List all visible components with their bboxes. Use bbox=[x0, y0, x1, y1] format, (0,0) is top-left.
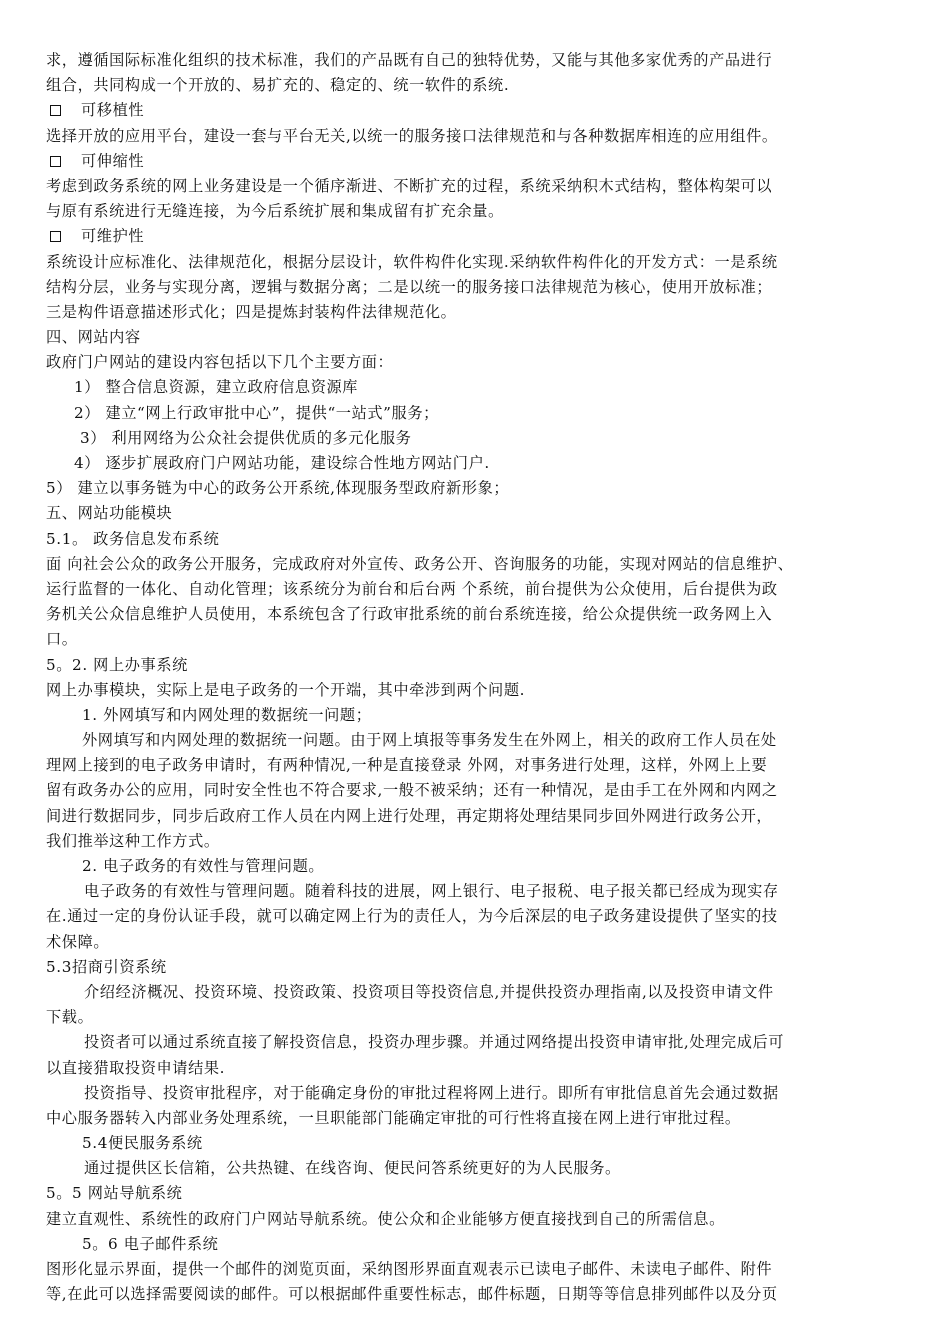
list-item: 2） 建立“网上行政审批中心”，提供“一站式”服务； bbox=[74, 403, 439, 422]
document-page bbox=[46, 48, 912, 1307]
text-line: 外网填写和内网处理的数据统一问题。由于网上填报等事务发生在外网上，相关的政府工作人员在处 bbox=[82, 731, 777, 750]
text-line: 投资者可以通过系统直接了解投资信息，投资办理步骤。并通过网络提出投资申请审批,处理完成后可 bbox=[84, 1033, 785, 1052]
text-line: 选择开放的应用平台，建设一套与平台无关,以统一的服务接口法律规范和与各种数据库相连的应用组件。 bbox=[46, 126, 778, 145]
checkbox-icon bbox=[50, 231, 61, 242]
text-line: 图形化显示界面，提供一个邮件的浏览页面，采纳图形界面直观表示已读电子邮件、未读电子邮件、附件 bbox=[46, 1260, 773, 1278]
numbered-heading: 2. 电子政务的有效性与管理问题。 bbox=[82, 857, 325, 875]
list-item: 3） 利用网络为公众社会提供优质的多元化服务 bbox=[80, 428, 412, 447]
text-line: 下载。 bbox=[46, 1008, 94, 1027]
subsection-heading: 5。6 电子邮件系统 bbox=[82, 1234, 219, 1253]
checkbox-icon bbox=[50, 105, 61, 116]
text-line: 务机关公众信息维护人员使用，本系统包含了行政审批系统的前台系统连接，给公众提供统一政务网上入 bbox=[46, 605, 773, 624]
heading-label: 可移植性 bbox=[81, 101, 145, 120]
text-line: 网上办事模块，实际上是电子政务的一个开端，其中牵涉到两个问题. bbox=[46, 680, 526, 699]
section-heading: 四、网站内容 bbox=[46, 328, 141, 347]
subsection-heading: 5.3招商引资系统 bbox=[46, 957, 167, 976]
text-line: 三是构件语意描述形式化；四是提炼封装构件法律规范化。 bbox=[46, 302, 457, 321]
list-item: 5） 建立以事务链为中心的政务公开系统,体现服务型政府新形象； bbox=[46, 479, 510, 498]
heading-label: 可伸缩性 bbox=[81, 151, 145, 170]
portability-heading bbox=[46, 98, 912, 123]
subsection-heading: 5。5 网站导航系统 bbox=[46, 1184, 183, 1203]
text-line: 间进行数据同步，同步后政府工作人员在内网上进行处理，再定期将处理结果同步回外网进行政务公开， bbox=[46, 806, 773, 825]
heading-label: 可维护性 bbox=[81, 227, 145, 246]
list-item: 4） 逐步扩展政府门户网站功能，建设综合性地方网站门户. bbox=[74, 454, 490, 472]
text-line: 求，遵循国际标准化组织的技术标准，我们的产品既有自己的独特优势，又能与其他多家优秀的产品进行 bbox=[46, 51, 773, 69]
text-line: 术保障。 bbox=[46, 932, 110, 951]
text-line: 以直接猎取投资申请结果. bbox=[46, 1058, 226, 1077]
text-line: 政府门户网站的建设内容包括以下几个主要方面： bbox=[46, 353, 394, 372]
text-line: 结构分层，业务与实现分离，逻辑与数据分离；二是以统一的服务接口法律规范为核心，使用开放标准； bbox=[46, 277, 773, 296]
text-line: 面 向社会公众的政务公开服务，完成政府对外宣传、政务公开、咨询服务的功能，实现对网站的信息维护、 bbox=[46, 554, 794, 573]
subsection-heading: 5.4便民服务系统 bbox=[82, 1134, 203, 1153]
section-heading: 五、网站功能模块 bbox=[46, 504, 173, 523]
text-line: 中心服务器转入内部业务处理系统，一旦职能部门能确定审批的可行性将直接在网上进行审批过程。 bbox=[46, 1108, 741, 1127]
text-line: 留有政务办公的应用，同时安全性也不符合要求,一般不被采纳；还有一种情况，是由手工在外网和内网之 bbox=[46, 781, 778, 800]
text-line: 建立直观性、系统性的政府门户网站导航系统。使公众和企业能够方便直接找到自己的所需信息。 bbox=[46, 1209, 725, 1228]
text-line: 运行监督的一体化、自动化管理；该系统分为前台和后台两 个系统，前台提供为公众使用，后台提供为政 bbox=[46, 579, 778, 598]
text-line: 通过提供区长信箱，公共热键、在线咨询、便民问答系统更好的为人民服务。 bbox=[84, 1159, 621, 1178]
text-line: 组合，共同构成一个开放的、易扩充的、稳定的、统一软件的系统. bbox=[46, 76, 510, 95]
text-line: 投资指导、投资审批程序，对于能确定身份的审批过程将网上进行。即所有审批信息首先会通过数据 bbox=[84, 1083, 779, 1102]
text-line: 口。 bbox=[46, 630, 78, 649]
list-item: 1） 整合信息资源，建立政府信息资源库 bbox=[74, 378, 359, 397]
maintainability-heading bbox=[46, 224, 912, 249]
subsection-heading: 5.1。 政务信息发布系统 bbox=[46, 529, 220, 548]
text-line: 我们推举这种工作方式。 bbox=[46, 831, 220, 850]
text-line: 电子政务的有效性与管理问题。随着科技的进展，网上银行、电子报税、电子报关都已经成为现实存 bbox=[84, 882, 779, 901]
text-line: 系统设计应标准化、法律规范化，根据分层设计，软件构件化实现.采纳软件构件化的开发方式：一是系统 bbox=[46, 252, 778, 271]
checkbox-icon bbox=[50, 156, 61, 167]
text-line: 介绍经济概况、投资环境、投资政策、投资项目等投资信息,并提供投资办理指南,以及投资申请文件 bbox=[84, 982, 774, 1001]
numbered-heading: 1. 外网填写和内网处理的数据统一问题； bbox=[82, 705, 372, 724]
text-line: 在.通过一定的身份认证手段，就可以确定网上行为的责任人，为今后深层的电子政务建设提供了坚实的技 bbox=[46, 907, 778, 926]
text-line: 理网上接到的电子政务申请时，有两种情况,一种是直接登录 外网，对事务进行处理，这样，外网上上要 bbox=[46, 756, 768, 775]
subsection-heading: 5。2. 网上办事系统 bbox=[46, 655, 188, 674]
text-line: 等,在此可以选择需要阅读的邮件。可以根据邮件重要性标志，邮件标题，日期等等信息排列邮件以及分页 bbox=[46, 1285, 778, 1304]
scalability-heading bbox=[46, 149, 912, 174]
text-line: 考虑到政务系统的网上业务建设是一个循序渐进、不断扩充的过程，系统采纳积木式结构，整体构架可以 bbox=[46, 176, 773, 195]
text-line: 与原有系统进行无缝连接，为今后系统扩展和集成留有扩充余量。 bbox=[46, 202, 504, 221]
